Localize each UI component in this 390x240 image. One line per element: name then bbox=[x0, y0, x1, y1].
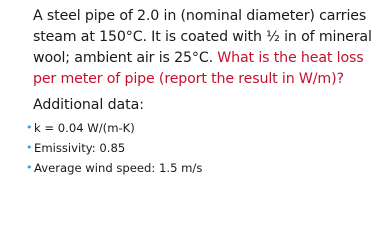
bullet-icon: • bbox=[26, 161, 33, 174]
additional-data-list bbox=[26, 118, 202, 178]
problem-text: A steel pipe of 2.0 in (nominal diameter) carries steam at 150°C. It is coated with ½ in of mineral wool; ambient air is 25°C. bbox=[33, 8, 372, 66]
bullet-icon: • bbox=[26, 141, 33, 154]
data-item-emissivity: Emissivity: 0.85 bbox=[34, 141, 126, 155]
data-item-wind-speed: Average wind speed: 1.5 m/s bbox=[34, 161, 203, 175]
additional-data-heading: Additional data: bbox=[33, 97, 144, 113]
data-item-conductivity: k = 0.04 W/(m-K) bbox=[34, 121, 135, 135]
list-item bbox=[26, 118, 202, 138]
list-item bbox=[26, 158, 202, 178]
list-item bbox=[26, 138, 202, 158]
bullet-icon: • bbox=[26, 121, 33, 134]
problem-question: What is the heat loss per meter of pipe (report the result in W/m)? bbox=[33, 50, 364, 87]
problem-statement bbox=[33, 6, 383, 90]
